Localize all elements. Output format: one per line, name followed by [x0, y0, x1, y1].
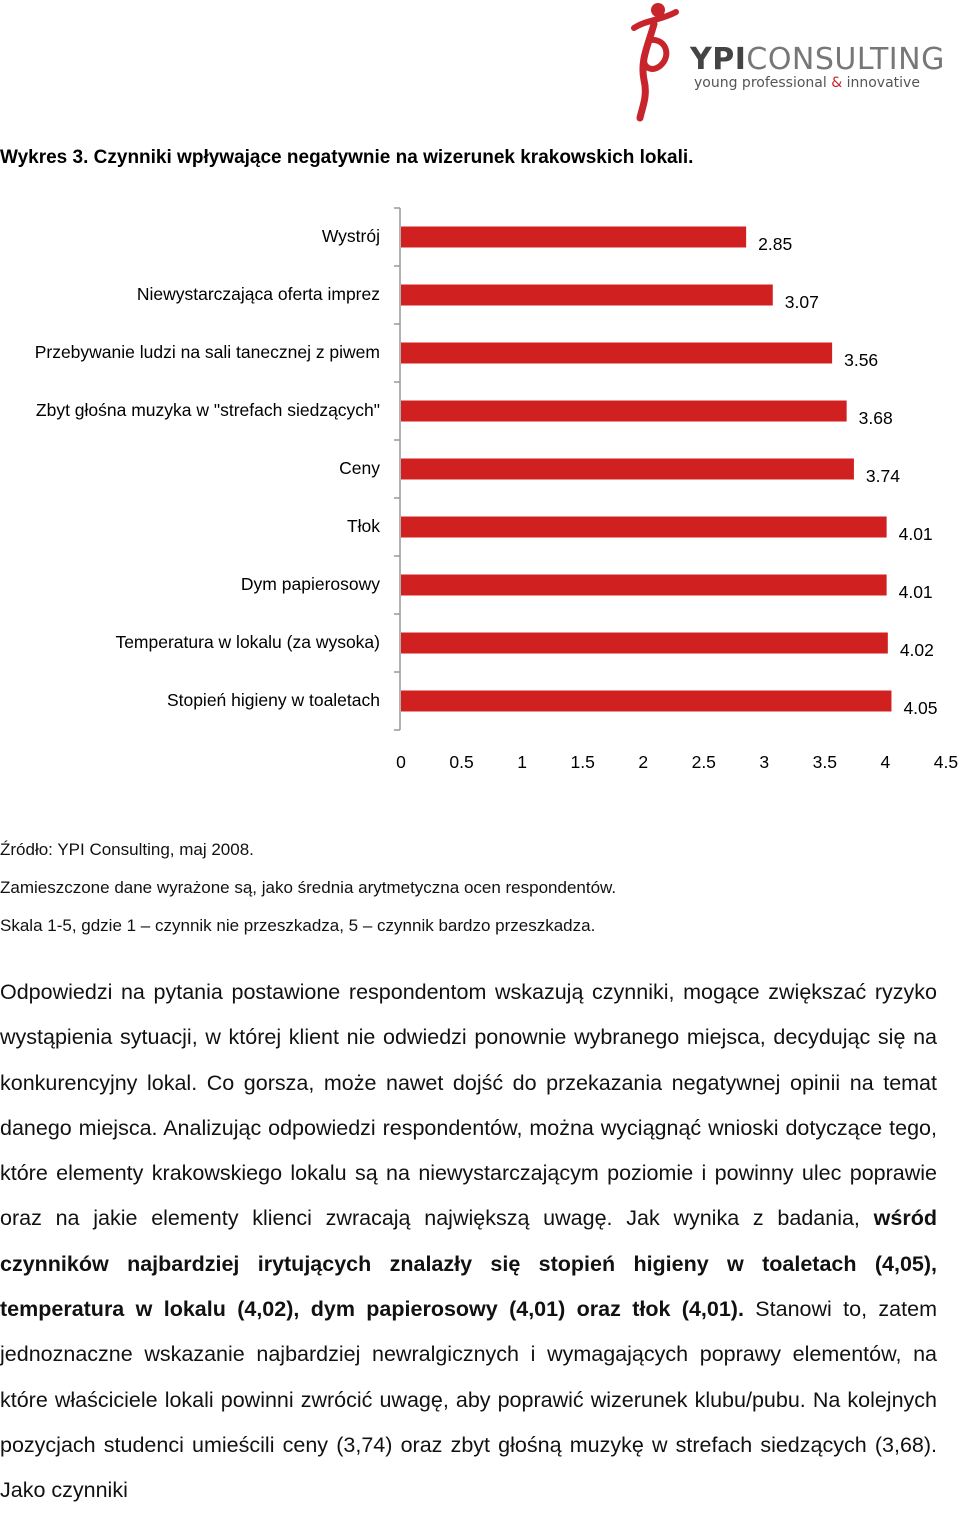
category-label: Temperatura w lokalu (za wysoka): [115, 632, 380, 652]
data-note: Zamieszczone dane wyrażone są, jako średnia arytmetyczna ocen respondentów.: [0, 878, 617, 897]
category-label: Tłok: [346, 516, 380, 536]
bar: [401, 227, 746, 248]
scale-note: Skala 1-5, gdzie 1 – czynnik nie przeszkadza, 5 – czynnik bardzo przeszkadza.: [0, 916, 596, 935]
x-tick-label: 1.5: [570, 752, 595, 772]
body-paragraph: [0, 970, 937, 1514]
bar: [401, 401, 847, 422]
category-label: Dym papierosowy: [240, 574, 380, 594]
x-tick-label: 1: [517, 752, 527, 772]
logo-tagline: young professional & innovative: [694, 75, 920, 91]
value-label: 3.56: [844, 350, 879, 370]
person-logo-icon: [620, 0, 690, 122]
source-note: Źródło: YPI Consulting, maj 2008.: [0, 840, 254, 859]
value-label: 3.74: [865, 466, 900, 486]
bar: [401, 343, 832, 364]
value-label: 4.02: [899, 640, 934, 660]
body-text-bold: wśród czynników najbardziej irytujących znalazły się stopień higieny w toaletach (4,05), temperatura w lokalu (4,02), dym papierosowy (4,01) oraz tłok (4,01).: [0, 1206, 937, 1322]
x-tick-label: 0.5: [449, 752, 474, 772]
bar: [401, 633, 888, 654]
category-label: Niewystarczająca oferta imprez: [136, 284, 380, 304]
x-tick-label: 0: [396, 752, 406, 772]
body-text-part-1: Odpowiedzi na pytania postawione respondentom wskazują czynniki, mogące zwiększać ryzyko wystąpienia sytuacji, w której klient nie odwiedzi ponownie wybranego miejsca, decydując się na konkurencyjny lokal. Co gorsza, może nawet dojść do przekazania negatywnej opinii na temat danego miejsca. Analizując odpowiedzi respondentów, można wyciągnąć wnioski dotyczące tego, które elementy krakowskiego lokalu są na niewystarczającym poziomie i powinny ulec poprawie oraz na jakie elementy klienci zwracają największą uwagę. Jak wynika z badania,: [0, 980, 937, 1231]
x-tick-label: 4: [880, 752, 891, 772]
category-label: Ceny: [339, 458, 380, 478]
value-label: 3.07: [784, 292, 819, 312]
x-tick-label: 4.5: [933, 752, 959, 772]
category-label: Stopień higieny w toaletach: [166, 690, 380, 710]
category-label: Zbyt głośna muzyka w "strefach siedzących": [35, 400, 380, 420]
value-label: 2.85: [758, 234, 793, 254]
bar: [401, 285, 773, 306]
bar: [401, 459, 854, 480]
category-label: Przebywanie ludzi na sali tanecznej z piwem: [34, 342, 380, 362]
x-tick-label: 2.5: [691, 752, 716, 772]
value-label: 4.01: [898, 582, 933, 602]
chart-title: Wykres 3. Czynniki wpływające negatywnie na wizerunek krakowskich lokali.: [0, 147, 694, 168]
value-label: 4.05: [903, 698, 938, 718]
bar: [401, 517, 887, 538]
ypi-consulting-logo: [620, 0, 950, 122]
body-text-part-2: Stanowi to, zatem jednoznaczne wskazanie najbardziej newralgicznych i wymagających poprawy elementów, na które właściciele lokali powinni zwrócić uwagę, aby poprawić wizerunek klubu/pubu. Na kolejnych pozycjach studenci umieścili ceny (3,74) oraz zbyt głośną muzykę w strefach siedzących (3,68). Jako czynniki: [0, 1297, 937, 1503]
x-tick-label: 2: [638, 752, 649, 772]
x-tick-label: 3.5: [812, 752, 838, 772]
bar: [401, 691, 891, 712]
logo-brand-text: YPICONSULTING: [690, 42, 945, 77]
bar-chart: [0, 200, 960, 790]
bar: [401, 575, 887, 596]
value-label: 3.68: [858, 408, 893, 428]
x-tick-label: 3: [759, 752, 770, 772]
value-label: 4.01: [898, 524, 933, 544]
category-label: Wystrój: [321, 226, 380, 246]
